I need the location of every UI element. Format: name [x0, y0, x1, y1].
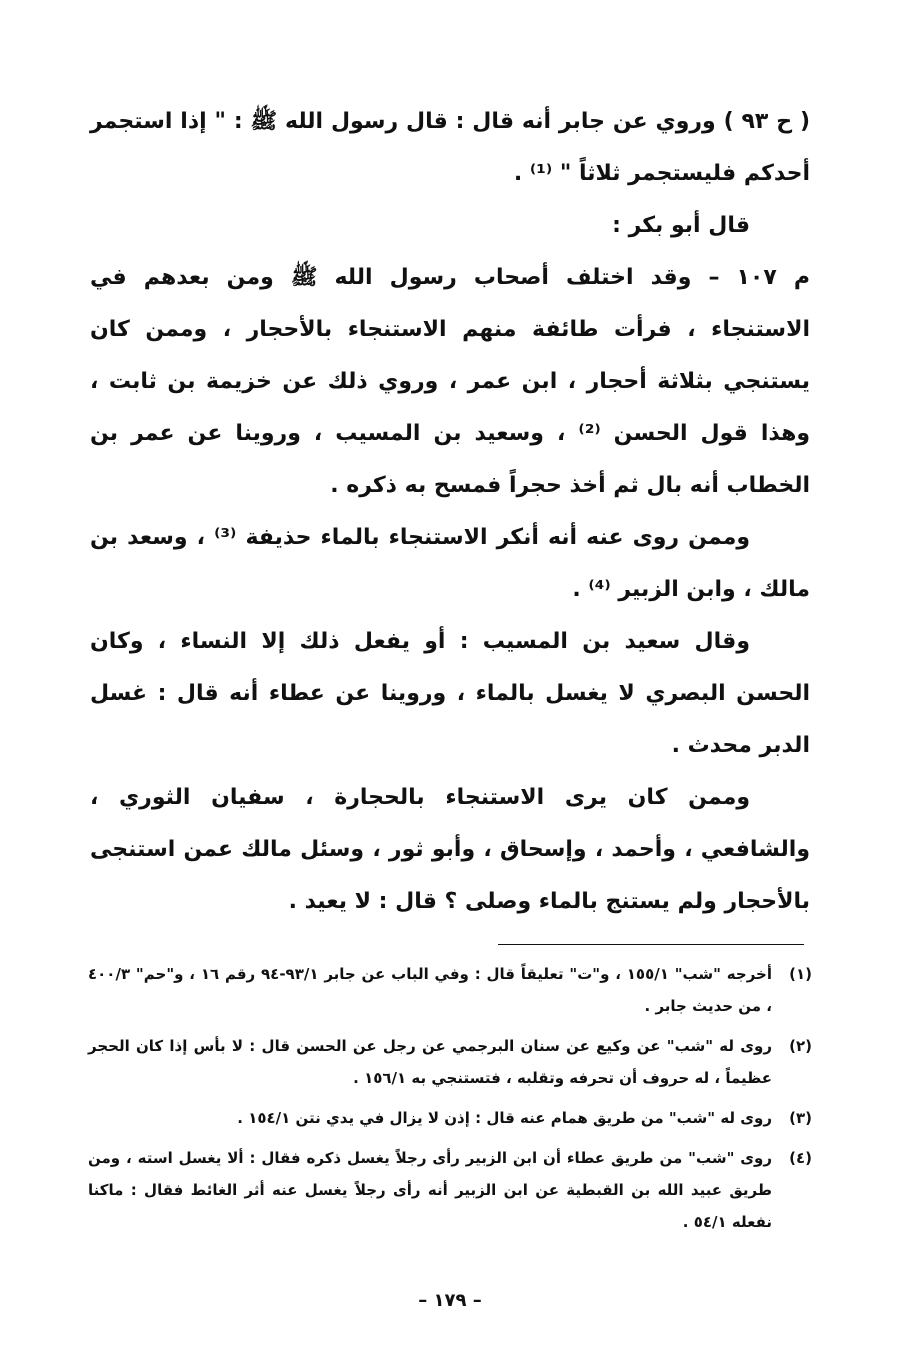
- footnote-number: (٢): [789, 1037, 812, 1055]
- footnote-number: (٤): [789, 1149, 812, 1167]
- footnote: [88, 1030, 812, 1094]
- body-paragraph: وممن روى عنه أنه أنكر الاستنجاء بالماء حذيفة ⁽³⁾ ، وسعد بن مالك ، وابن الزبير ⁽⁴⁾ .: [90, 525, 810, 602]
- footnote-text: روى له "شب" من طريق همام عنه قال : إذن لا يزال في يدي نتن ١٥٤/١ .: [237, 1109, 772, 1127]
- footnotes: [88, 958, 812, 1246]
- footnote-text: أخرجه "شب" ١٥٥/١ ، و"ت" تعليقاً قال : وفي الباب عن جابر ٩٣/١-٩٤ رقم ١٦ ، و"حم" ٤٠٠/٣ ، من حديث جابر .: [88, 965, 772, 1015]
- footnote-separator: [498, 944, 804, 945]
- main-text: [90, 96, 810, 928]
- hadith-paragraph: ( ح ٩٣ ) وروي عن جابر أنه قال : قال رسول الله ﷺ : " إذا استجمر أحدكم فليستجمر ثلاثاً " ⁽¹⁾ .: [90, 109, 810, 186]
- footnote: [88, 1102, 812, 1134]
- footnote: [88, 1142, 812, 1238]
- page-number: – ١٧٩ –: [418, 1290, 482, 1311]
- speaker-line: قال أبو بكر :: [612, 213, 750, 238]
- body-paragraph: وقال سعيد بن المسيب : أو يفعل ذلك إلا النساء ، وكان الحسن البصري لا يغسل بالماء ، وروينا عن عطاء أنه قال : غسل الدبر محدث .: [90, 629, 810, 758]
- footnote-number: (٣): [789, 1109, 812, 1127]
- footnote-text: روى "شب" من طريق عطاء أن ابن الزبير رأى رجلاً يغسل ذكره فقال : ألا يغسل استه ، ومن طريق عبيد الله بن القبطية عن ابن الزبير أنه رأى رجلاً يغسل عنه أثر الغائط فقال : ماكنا نفعله ٥٤/١ .: [88, 1149, 772, 1231]
- footnote: [88, 958, 812, 1022]
- footnote-text: روى له "شب" عن وكيع عن سنان البرجمي عن رجل عن الحسن قال : لا بأس إذا كان الحجر عظيماً ، له حروف أن تحرفه وتقلبه ، فتستنجي به ١٥٦/١ .: [88, 1037, 772, 1087]
- body-paragraph: وممن كان يرى الاستنجاء بالحجارة ، سفيان الثوري ، والشافعي ، وأحمد ، وإسحاق ، وأبو ثور ، وسئل مالك عمن استنجى بالأحجار ولم يستنج بالماء وصلى ؟ قال : لا يعيد .: [90, 785, 810, 914]
- footnote-number: (١): [789, 965, 812, 983]
- issue-paragraph: م ١٠٧ – وقد اختلف أصحاب رسول الله ﷺ ومن بعدهم في الاستنجاء ، فرأت طائفة منهم الاستنجاء بالأحجار ، وممن كان يستنجي بثلاثة أحجار ، ابن عمر ، وروي ذلك عن خزيمة بن ثابت ، وهذا قول الحسن ⁽²⁾ ، وسعيد بن المسيب ، وروينا عن عمر بن الخطاب أنه بال ثم أخذ حجراً فمسح به ذكره .: [90, 265, 811, 498]
